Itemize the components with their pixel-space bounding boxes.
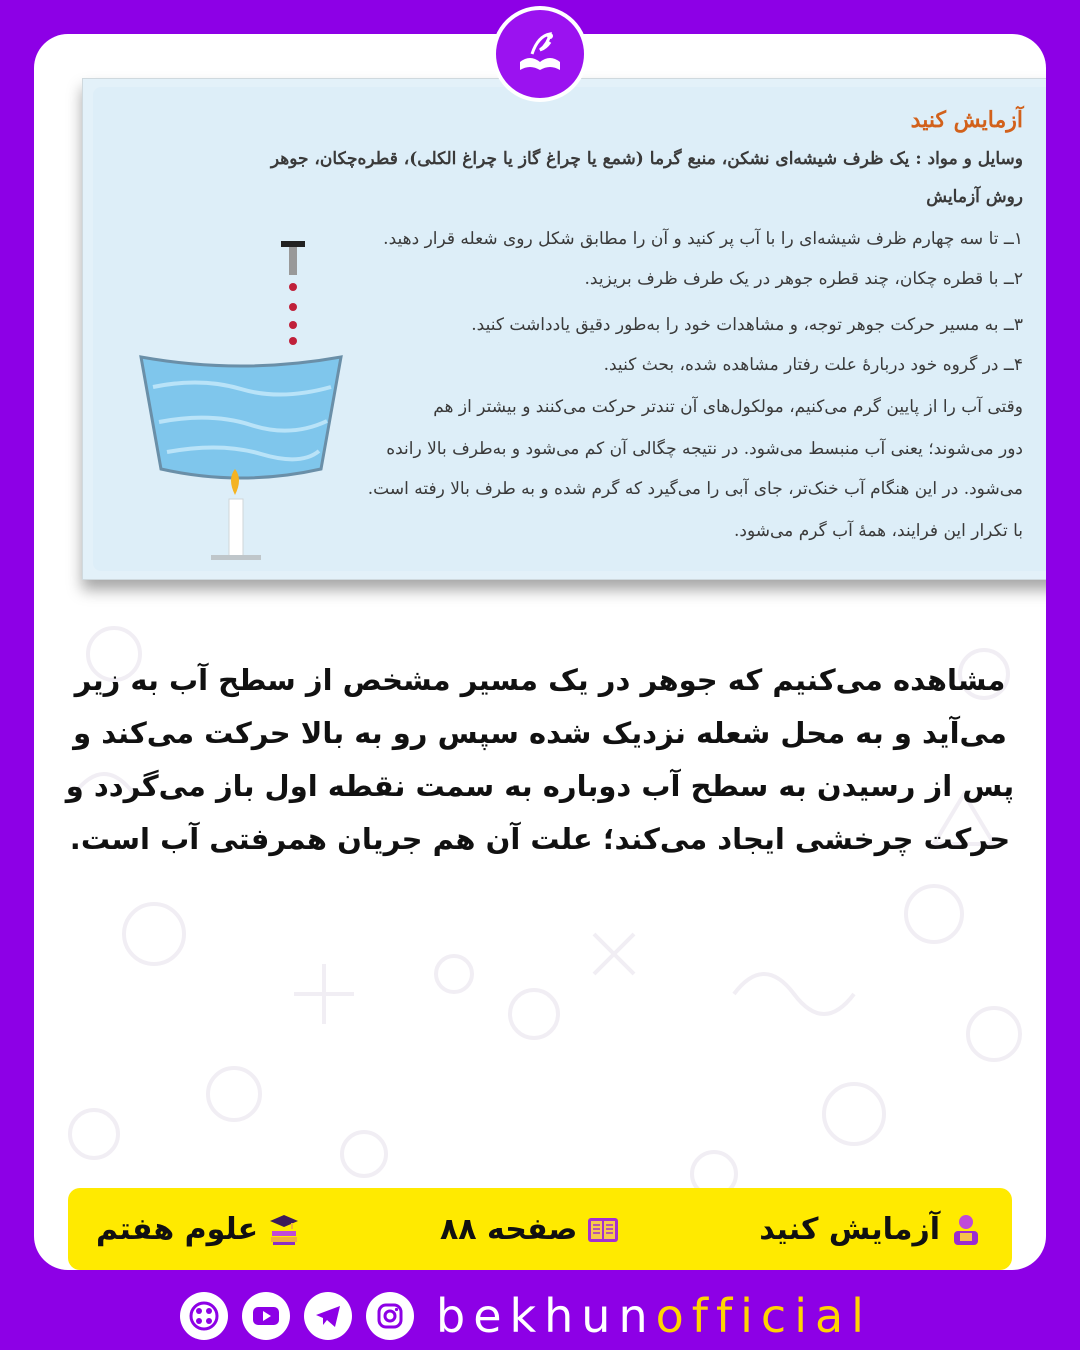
excerpt-line: روش آزمایش — [926, 187, 1023, 207]
lesson-label: آزمایش کنید — [759, 1211, 940, 1247]
page-info — [440, 1211, 621, 1247]
excerpt-line: ۲ــ با قطره چکان، چند قطره جوهر در یک طرف ظرف بریزید. — [584, 269, 1023, 289]
book-logo-icon — [510, 24, 570, 84]
excerpt-line: با تکرار این فرایند، همهٔ آب گرم می‌شود. — [734, 521, 1023, 541]
excerpt-line: ۴ــ در گروه خود دربارهٔ علت رفتار مشاهده شده، بحث کنید. — [603, 355, 1023, 375]
excerpt-line: ۳ــ به مسیر حرکت جوهر توجه، و مشاهدات خود را به‌طور دقیق یادداشت کنید. — [471, 315, 1023, 335]
excerpt-line: ۱ــ تا سه چهارم ظرف شیشه‌ای را با آب پر کنید و آن را مطابق شکل روی شعله قرار دهید. — [383, 229, 1023, 249]
page-label: صفحه ۸۸ — [439, 1211, 578, 1247]
youtube-icon — [249, 1299, 283, 1333]
instagram-link[interactable] — [366, 1292, 414, 1340]
book-label: علوم هفتم — [96, 1211, 259, 1247]
teacher-icon — [948, 1211, 984, 1247]
telegram-icon — [311, 1299, 345, 1333]
experiment-illustration — [131, 237, 361, 567]
lesson-info — [759, 1211, 984, 1247]
excerpt-line: وسایل و مواد : یک ظرف شیشه‌ای نشکن، منبع گرما (شمع یا چراغ گاز یا چراغ الکلی)، قطره‌چکان، جوهر — [270, 149, 1023, 169]
answer-text: مشاهده می‌کنیم که جوهر در یک مسیر مشخص از سطح آب به زیر می‌آید و به محل شعله نزدیک شده سپس رو به بالا حرکت می‌کند و پس از رسیدن به سطح آب دوباره به سمت نقطه اول باز می‌گردد و حرکت چرخشی ایجاد می‌کند؛ علت آن هم جریان همرفتی آب است. — [65, 663, 1015, 856]
brand-handle — [436, 1289, 872, 1343]
brand-accent: official — [655, 1289, 872, 1343]
brand-main: bekhun — [436, 1289, 656, 1343]
telegram-link[interactable] — [304, 1292, 352, 1340]
aparat-icon — [187, 1299, 221, 1333]
brand-logo — [492, 6, 588, 102]
aparat-link[interactable] — [180, 1292, 228, 1340]
excerpt-line: دور می‌شوند؛ یعنی آب منبسط می‌شود. در نتیجه چگالی آن کم می‌شود و به‌طرف بالا رانده — [386, 439, 1023, 459]
footer — [180, 1288, 872, 1344]
book-info — [96, 1211, 302, 1247]
excerpt-line: می‌شود. در این هنگام آب خنک‌تر، جای آبی را می‌گیرد که گرم شده و به طرف بالا رفته است. — [367, 479, 1023, 499]
youtube-link[interactable] — [242, 1292, 290, 1340]
open-book-icon — [585, 1211, 621, 1247]
excerpt-title: آزمایش کنید — [910, 107, 1023, 133]
content-card — [34, 34, 1046, 1270]
excerpt-panel — [93, 87, 1046, 571]
instagram-icon — [373, 1299, 407, 1333]
textbook-excerpt — [82, 78, 1046, 580]
info-bar — [68, 1188, 1012, 1270]
excerpt-line: وقتی آب را از پایین گرم می‌کنیم، مولکول‌های آن تندتر حرکت می‌کنند و بیشتر از هم — [433, 397, 1023, 417]
graduation-books-icon — [266, 1211, 302, 1247]
